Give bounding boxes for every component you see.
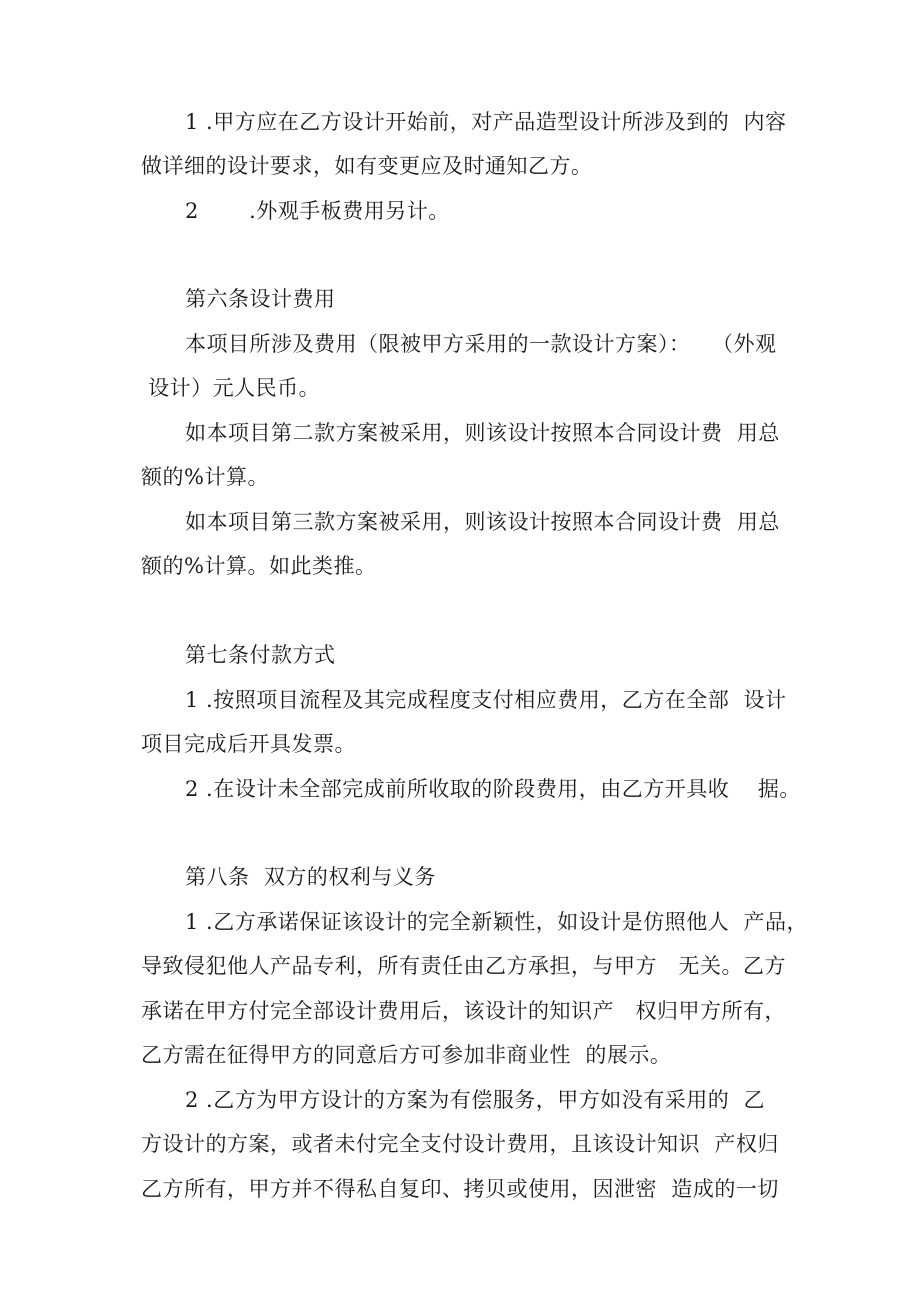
clause7-item1-line2: 项目完成后开具发票。 bbox=[141, 732, 356, 756]
clause6-heading: 第六条设计费用 bbox=[185, 287, 336, 311]
clause7-heading: 第七条付款方式 bbox=[185, 643, 336, 667]
clause8-item2-line1: 2 .乙方为甲方设计的方案为有偿服务，甲方如没有采用的 乙 bbox=[185, 1088, 766, 1112]
clause6-p2-line1: 如本项目第二款方案被采用，则该设计按照本合同设计费 用总 bbox=[185, 421, 780, 445]
clause6-p1-line1: 本项目所涉及费用（限被甲方采用的一款设计方案）： （外观 bbox=[185, 332, 777, 356]
clause8-item2-line3: 乙方所有，甲方并不得私自复印、拷贝或使用，因泄密 造成的一切 bbox=[141, 1177, 779, 1201]
clause8-item1-line4: 乙方需在征得甲方的同意后方可参加非商业性 的展示。 bbox=[141, 1043, 672, 1067]
clause8-item1-line3: 承诺在甲方付完全部设计费用后，该设计的知识产 权归甲方所有， bbox=[141, 999, 787, 1023]
clause8-heading: 第八条 双方的权利与义务 bbox=[185, 865, 436, 889]
clause8-item1-line1: 1 .乙方承诺保证该设计的完全新颖性，如设计是仿照他人 产品， bbox=[185, 910, 809, 934]
clause8-item2-line2: 方设计的方案，或者未付完全支付设计费用，且该设计知识 产权归 bbox=[141, 1132, 779, 1156]
clause7-item1-line1: 1 .按照项目流程及其完成程度支付相应费用，乙方在全部 设计 bbox=[185, 688, 787, 712]
clause6-p3-line1: 如本项目第三款方案被采用，则该设计按照本合同设计费 用总 bbox=[185, 510, 780, 534]
clause6-p2-line2: 额的%计算。 bbox=[141, 465, 269, 489]
clause6-p3-line2: 额的%计算。如此类推。 bbox=[141, 554, 377, 578]
clause5-item1-line1: 1 .甲方应在乙方设计开始前，对产品造型设计所涉及到的 内容 bbox=[185, 110, 787, 134]
clause5-item2-line1: 2 .外观手板费用另计。 bbox=[185, 199, 450, 223]
clause8-item1-line2: 导致侵犯他人产品专利，所有责任由乙方承担，与甲方 无关。乙方 bbox=[141, 954, 787, 978]
clause7-item2-line1: 2 .在设计未全部完成前所收取的阶段费用，由乙方开具收 据。 bbox=[185, 777, 801, 801]
clause5-item1-line2: 做详细的设计要求，如有变更应及时通知乙方。 bbox=[141, 154, 593, 178]
clause6-p1-line2: 设计）元人民币。 bbox=[141, 376, 321, 400]
